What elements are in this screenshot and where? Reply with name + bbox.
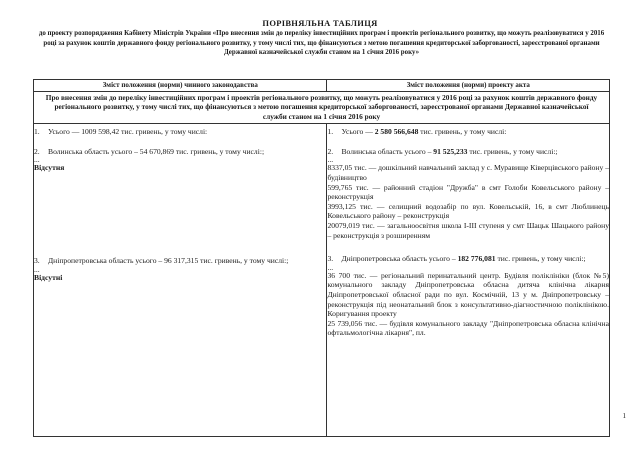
left-absent-1: Відсутня [34,163,65,173]
volyn-project-4: 20079,019 тис. — загальноосвітня школа I-III ступеня у смт Шацьк Шацького району – реконструкція з розширенням [327,220,609,240]
document-title: ПОРІВНЯЛЬНА ТАБЛИЦЯ [262,18,378,28]
volyn-project-2: 599,765 тис. — районний стадіон "Дружба" в смт Голоби Ковельського району – реконструкція [327,182,609,202]
current-law-cell [34,124,327,437]
scope-heading: Про внесення змін до переліку інвестиційних програм і проектів регіонального розвитку, що можуть реалізовуватися у 2016 році за рахунок коштів державного фонду регіонального розвитку, у тому числі тих, що фінансуються з метою погашення кредиторської заборгованості, зареєстрованої органами Державної казначейської служби станом на 1 січня 2016 року [34,92,610,124]
right-item-2: 2. Волинська область усього – 91 525,233 тис. гривень, у тому числі:; [327,146,558,156]
document-subtitle: до проекту розпорядження Кабінету Міністрів України «Про внесення змін до переліку інвестиційних програм і проектів регіонального розвитку, що можуть реалізовуватися у 2016 році за рахунок коштів державного фонду регіонального розвитку, у тому числі тих, що фінансуються з метою погашення кредиторської заборгованості, зареєстрованої органами Державної казначейської служби станом на 1 січня 2016 року» [38,30,605,57]
column-header-current-law: Зміст положення (норми) чинного законодавства [34,80,327,92]
left-ellipsis-2: ... [34,264,40,274]
table-scope-row [34,92,610,124]
draft-act-cell [327,124,610,437]
left-ellipsis-1: ... [34,155,40,165]
right-item-3: 3. Дніпропетровська область усього – 182 776,081 тис. гривень, у тому числі:; [327,254,586,264]
right-ellipsis-2: ... [327,262,334,272]
left-absent-2: Відсутні [34,272,63,282]
table-header-row [34,80,610,92]
left-item-3: 3. Дніпропетровська область усього – 96 317,315 тис. гривень, у тому числі:; [34,256,289,265]
column-header-draft-act: Зміст положення (норми) проекту акта [327,80,610,92]
volyn-project-3: 3993,125 тис. — селищний водозабір по вул. Ковельській, 16, в смт Люблинець Ковельського району – реконструкція [327,201,609,221]
right-ellipsis-1: ... [327,155,334,165]
dnipro-project-2: 25 739,056 тис. — будівля комунального закладу "Дніпропетровська обласна клінічна офтальмологічна лікарня", пл. [327,318,609,338]
left-item-1: 1. Усього — 1009 598,42 тис. гривень, у тому числі: [34,127,208,137]
right-item-1: 1. Усього — 2 580 566,648 тис. гривень, у тому числі: [327,127,507,137]
left-item-2: 2. Волинська область усього – 54 670,869 тис. гривень, у тому числі:; [34,146,265,156]
dnipro-project-1: 36 700 тис. — регіональний перинатальний центр. Будівля поліклініки (блок №5) комунального закладу Дніпропетровська обласна дитяча клінічна лікарня Дніпропетровської обласної ради по вул. Космічній, 13 у м. Дніпропетровську – реконструкція під неонатальний блок з консультативно-діагностичною поліклінікою. Коригування проекту [327,270,609,319]
page-number: 1 [622,412,626,420]
table-row [34,124,610,437]
volyn-project-1: 8337,05 тис. — дошкільний навчальний заклад у с. Муравище Ківерцівського району – будівництво [327,163,609,182]
comparison-table [33,79,610,437]
